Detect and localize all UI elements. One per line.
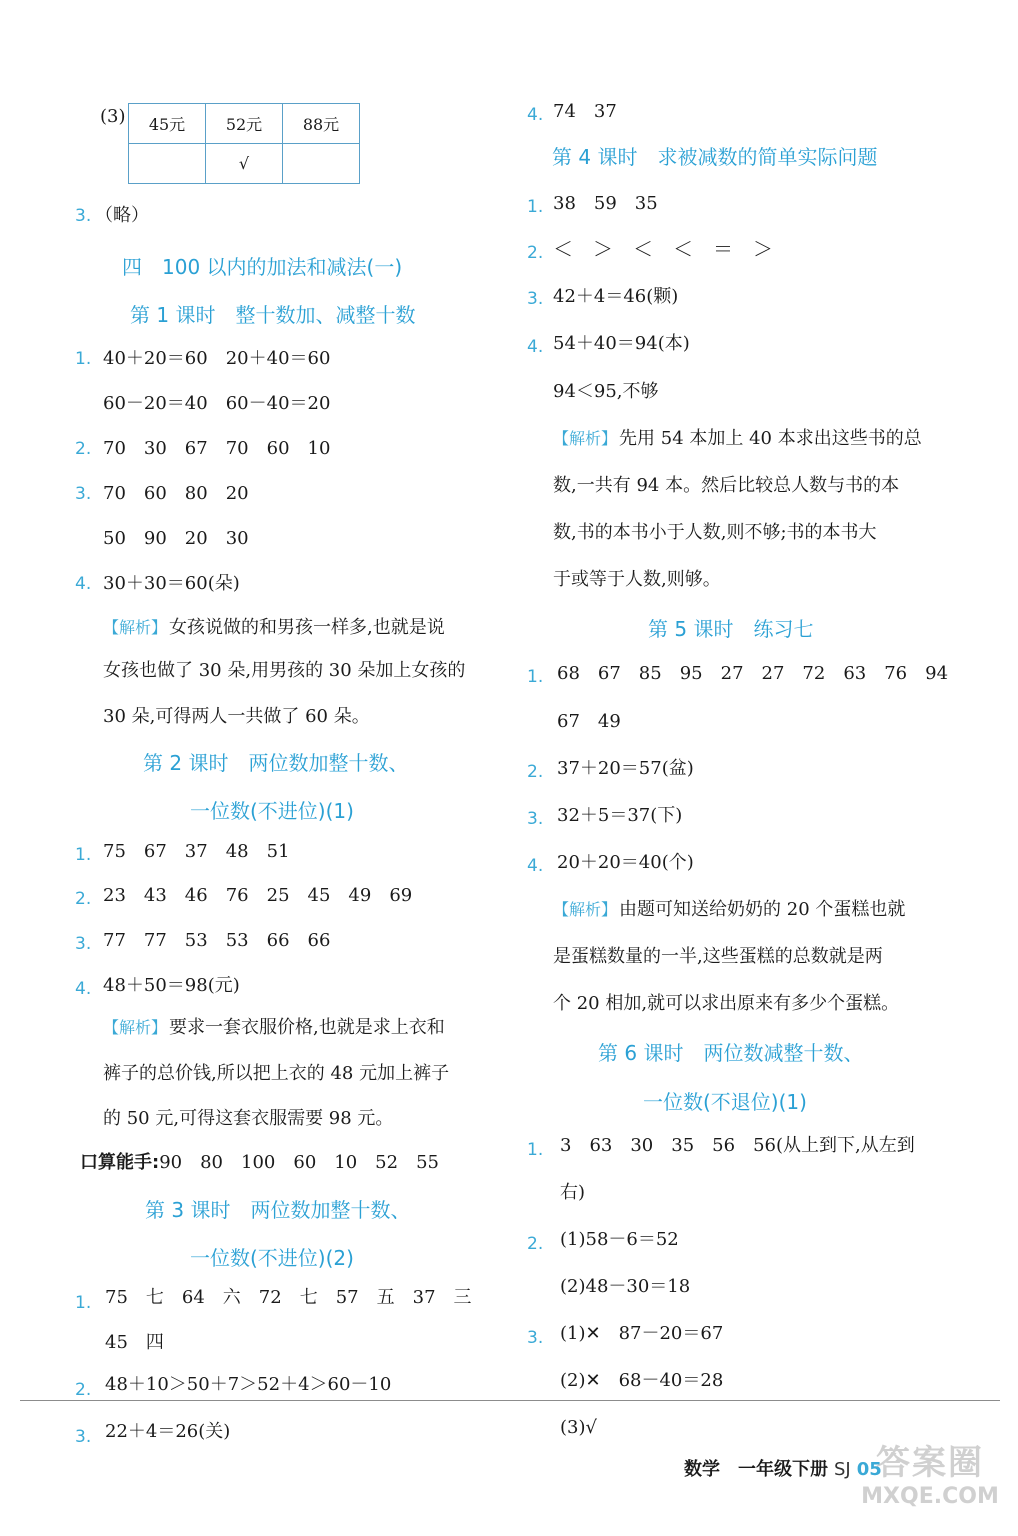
analysis-line <box>103 614 445 642</box>
lesson-title: 第 4 课时 求被减数的简单实际问题 <box>552 145 878 169</box>
analysis-text: 是蛋糕数量的一半,这些蛋糕的总数就是两 <box>553 946 883 967</box>
item-number: 3. <box>75 484 92 504</box>
answer-text: (2)✕ 68－40＝28 <box>560 1370 724 1391</box>
answer-text: 右) <box>560 1182 586 1203</box>
answer-text: 70 60 80 20 <box>103 483 249 504</box>
lesson-title: 第 5 课时 练习七 <box>648 617 814 641</box>
answer-text: 94＜95,不够 <box>553 381 659 402</box>
table-label: (3) <box>100 106 126 127</box>
analysis-tag: 【解析】 <box>553 900 618 919</box>
kousuan-line <box>80 1149 439 1177</box>
analysis-text: 由题可知送给奶奶的 20 个蛋糕也就 <box>619 899 906 920</box>
item-number: 2. <box>527 243 544 263</box>
analysis-tag: 【解析】 <box>103 1018 168 1037</box>
answer-text: 20＋20＝40(个) <box>557 852 694 873</box>
lesson-title-cont: 一位数(不进位)(2) <box>190 1246 354 1270</box>
item-number: 1. <box>75 349 92 369</box>
item-number: 1. <box>75 1293 92 1313</box>
unit-title: 四 100 以内的加法和减法(一) <box>122 255 403 279</box>
analysis-text: 个 20 相加,就可以求出原来有多少个蛋糕。 <box>553 993 900 1014</box>
answer-text: 70 30 67 70 60 10 <box>103 438 331 459</box>
page-footer <box>684 1455 882 1481</box>
analysis-text: 30 朵,可得两人一共做了 60 朵。 <box>103 706 370 727</box>
watermark-text: 答案圈 <box>876 1443 984 1483</box>
answer-text: 74 37 <box>553 101 617 122</box>
answer-text: 48＋10＞50＋7＞52＋4＞60－10 <box>105 1374 392 1395</box>
item-number: 2. <box>75 1380 92 1400</box>
analysis-line <box>553 896 905 924</box>
analysis-line <box>553 425 922 453</box>
kousuan-label: 口算能手: <box>80 1152 160 1173</box>
answer-text: 22＋4＝26(关) <box>105 1421 231 1442</box>
answer-text: (1)58－6＝52 <box>560 1229 679 1250</box>
price-cell: 88元 <box>283 104 360 144</box>
answer-text: 37＋20＝57(盆) <box>557 758 694 779</box>
analysis-tag: 【解析】 <box>553 429 618 448</box>
item-number: 4. <box>527 105 544 125</box>
answer-text: 50 90 20 30 <box>103 528 249 549</box>
item-number: 4. <box>527 337 544 357</box>
analysis-text: 裤子的总价钱,所以把上衣的 48 元加上裤子 <box>103 1063 450 1084</box>
answer-text: 60－20＝40 60－40＝20 <box>103 393 331 414</box>
page-number: 05 <box>856 1459 882 1480</box>
answer-text: (1)✕ 87－20＝67 <box>560 1323 724 1344</box>
lesson-title: 第 2 课时 两位数加整十数、 <box>143 751 409 775</box>
watermark-logo <box>845 1435 1015 1535</box>
analysis-text: 于或等于人数,则够。 <box>553 569 721 590</box>
analysis-text: 数,一共有 94 本。然后比较总人数与书的本 <box>553 475 900 496</box>
analysis-line <box>103 1014 445 1042</box>
item-number: 4. <box>75 574 92 594</box>
answer-text: 54＋40＝94(本) <box>553 333 690 354</box>
analysis-text: 女孩说做的和男孩一样多,也就是说 <box>169 617 445 638</box>
answer-text: (3)√ <box>560 1417 597 1438</box>
lesson-title: 第 3 课时 两位数加整十数、 <box>145 1198 411 1222</box>
item-number: 3. <box>527 289 544 309</box>
answer-text: 77 77 53 53 66 66 <box>103 930 331 951</box>
answer-text: 42＋4＝46(颗) <box>553 286 679 307</box>
answer-text: 45 四 <box>105 1332 164 1353</box>
answer-text: 23 43 46 76 25 45 49 69 <box>103 885 413 906</box>
answer-text: 75 七 64 六 72 七 57 五 37 三 <box>105 1287 472 1308</box>
answer-text: 75 67 37 48 51 <box>103 841 290 862</box>
price-cell: 45元 <box>129 104 206 144</box>
item-number: 4. <box>75 979 92 999</box>
item-number: 3. <box>75 1427 92 1447</box>
analysis-text: 先用 54 本加上 40 本求出这些书的总 <box>619 428 922 449</box>
kousuan-values: 90 80 100 60 10 52 55 <box>159 1152 439 1173</box>
answer-text: 32＋5＝37(下) <box>557 805 683 826</box>
lesson-title-cont: 一位数(不进位)(1) <box>190 799 354 823</box>
item-number: 1. <box>527 197 544 217</box>
item-number: 3. <box>75 206 92 226</box>
answer-text: ＜ ＞ ＜ ＜ ＝ ＞ <box>553 237 773 261</box>
analysis-text: 数,书的本书小于人数,则不够;书的本书大 <box>553 522 877 543</box>
answer-cell <box>283 144 360 184</box>
item-number: 2. <box>527 1234 544 1254</box>
item-number: 1. <box>527 667 544 687</box>
answer-text: 3 63 30 35 56 56(从上到下,从左到 <box>560 1135 915 1156</box>
item-number: 2. <box>75 889 92 909</box>
analysis-text: 女孩也做了 30 朵,用男孩的 30 朵加上女孩的 <box>103 660 466 681</box>
answer-text: 48＋50＝98(元) <box>103 975 240 996</box>
answer-cell: √ <box>206 144 283 184</box>
item-number: 2. <box>527 762 544 782</box>
watermark-url: MXQE.COM <box>861 1484 999 1509</box>
item-number: 3. <box>527 809 544 829</box>
answer-text: (2)48－30＝18 <box>560 1276 691 1297</box>
analysis-text: 的 50 元,可得这套衣服需要 98 元。 <box>103 1108 394 1129</box>
item-number: 3. <box>75 934 92 954</box>
answer-text: 40＋20＝60 20＋40＝60 <box>103 348 331 369</box>
footer-edition: SJ <box>834 1459 851 1480</box>
lesson-title-cont: 一位数(不退位)(1) <box>643 1090 807 1114</box>
answer-text: 38 59 35 <box>553 193 658 214</box>
lesson-title: 第 6 课时 两位数减整十数、 <box>598 1041 864 1065</box>
footer-subject: 数学 一年级下册 <box>684 1459 828 1480</box>
item-number: 1. <box>75 845 92 865</box>
analysis-text: 要求一套衣服价格,也就是求上衣和 <box>169 1017 445 1038</box>
price-table-header-row <box>129 104 360 144</box>
footer-divider <box>20 1400 1000 1401</box>
answer-text: 68 67 85 95 27 27 72 63 76 94 <box>557 663 949 684</box>
lesson-title: 第 1 课时 整十数加、减整十数 <box>130 303 416 327</box>
answer-text: 67 49 <box>557 711 621 732</box>
item-number: 3. <box>527 1328 544 1348</box>
item-number: 4. <box>527 856 544 876</box>
price-cell: 52元 <box>206 104 283 144</box>
answer-cell <box>129 144 206 184</box>
price-table-answer-row <box>129 144 360 184</box>
item-number: 1. <box>527 1140 544 1160</box>
answer-text: （略） <box>95 205 149 226</box>
analysis-tag: 【解析】 <box>103 618 168 637</box>
item-number: 2. <box>75 439 92 459</box>
answer-text: 30＋30＝60(朵) <box>103 573 240 594</box>
price-table <box>128 103 360 184</box>
